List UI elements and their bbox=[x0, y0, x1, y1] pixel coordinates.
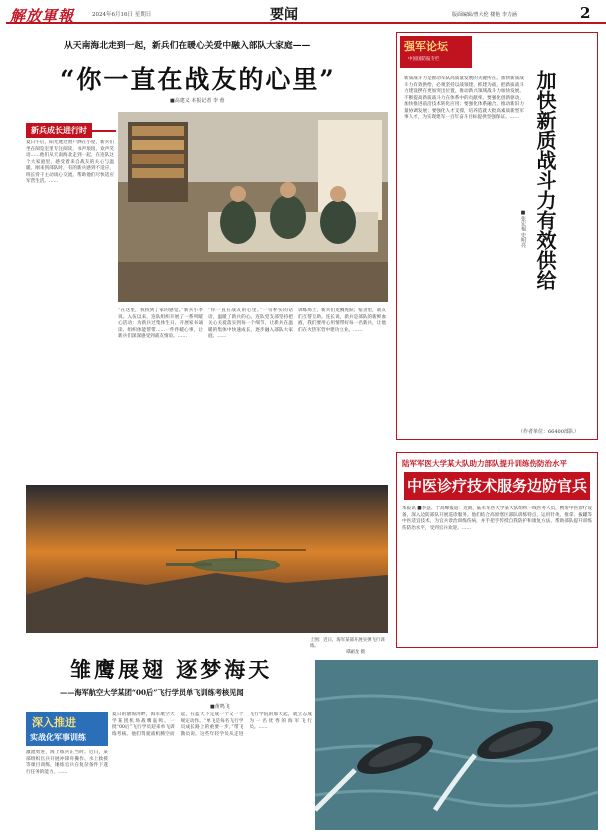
article2-byline: ■黄鸣飞 bbox=[210, 704, 230, 710]
training-badge bbox=[26, 712, 108, 746]
commentary-column-sub: 中国国防报专栏 bbox=[408, 57, 440, 62]
newspaper-logo: 解放軍報 bbox=[10, 7, 75, 25]
article2-subhead: ——海军航空大学某团“00后”飞行学员单飞训练考核见闻 bbox=[60, 688, 244, 697]
library-scene-image bbox=[118, 112, 388, 302]
article1-col4: 训练场上，新兵们龙腾虎跃；宿舍里，战友们互帮互助。连长说，新兵是部队的新鲜血液，我们要用心用情带好每一名新兵，让他们在火热军营中建功立业。…… bbox=[298, 308, 386, 333]
article1-col1: 夏日午后，阳光透过窗户洒在小屋，新兵们坐在阅览室里专注阅读，书声琅琅，欢声笑语……他们从天南海北走到一起，在连队这个大家庭里，感受着来自战友的关心与温暖。刚来到部队时，有的新兵感到不适应，班长骨干主动谈心交流，帮助他们尽快适应军营生活。…… bbox=[26, 140, 114, 184]
commentary-source: （作者单位：66400部队） bbox=[518, 429, 579, 435]
main-photo bbox=[118, 112, 388, 302]
helicopter-scene-image bbox=[26, 485, 388, 633]
commentary-body: 新质战斗力是推动军队高质量发展的关键所在。加快新质战斗力有效供给，必须坚持以战领建、抓建为战，把新质战斗力建设摆在更加突出位置，推动新兴领域战斗力加快发展，不断提高新质战斗力在体系中的贡献率。要强化创新驱动，加快推进前沿技术转化应用；要强化体系融合，推动新旧力量协调发展；要强化人才支撑，培养造就大批高素质新型军事人才，为实现建军一百年奋斗目标提供坚强保证。…… bbox=[404, 76, 524, 120]
article2-headline: 雏鹰展翅 逐梦海天 bbox=[70, 657, 273, 682]
news-headline: 中医诊疗技术服务边防官兵 bbox=[406, 477, 587, 495]
article2-body: 夏日的渤海湾畔，海军航空大学某团机场战鹰轰鸣。一批“00后”飞行学员迎来单飞训练考核。他们驾驶战机腾空而起，在蓝天下完成一个又一个规定动作。“单飞是每名飞行学员成长路上的重要一步。”带飞教员说。这些年轻学员从走进飞行学院的那天起，就立志成为一名优秀的海军飞行员。…… bbox=[112, 712, 312, 737]
page-number: 2 bbox=[580, 4, 591, 22]
training-label-1: 深入推进 bbox=[32, 716, 76, 729]
commentary-column-label: 强军论坛 bbox=[404, 40, 448, 53]
article1-col3: “你一直在战友的心里。”一句朴实的话语，温暖了新兵的心。连队党支部坚持把关心关爱落实到每一个细节，让新兵在温暖的集体中快速成长，逐步融入部队大家庭。…… bbox=[208, 308, 293, 339]
issue-date: 2024年6月16日 星期日 bbox=[92, 12, 152, 18]
news-headline-band bbox=[404, 472, 590, 500]
column-label: 新兵成长进行时 bbox=[26, 123, 92, 138]
training-body: 激流勇进，海上练兵正当时。近日，某部组织官兵开展冲锋舟操作、水上救援等课目训练，锤炼官兵在复杂条件下遂行任务的能力。…… bbox=[26, 750, 108, 775]
news-kicker: 陆军军医大学某大队助力部队提升训练伤防治水平 bbox=[402, 459, 567, 468]
helicopter-photo bbox=[26, 485, 388, 633]
commentary-column-badge bbox=[400, 36, 472, 68]
photo-caption: 上图：近日，海军某部开展实弹飞行训练。 bbox=[310, 638, 385, 649]
page-editors: 版面编辑/曾大伦 楼艳 李力涵 bbox=[452, 12, 517, 18]
article1-headline: “你一直在战友的心里” bbox=[60, 65, 336, 94]
training-label-2: 实战化军事训练 bbox=[30, 732, 86, 742]
photo-credit: 谭嗣龙 摄 bbox=[346, 650, 365, 655]
boats-scene-image bbox=[315, 660, 598, 830]
article1-byline: ■高建义 本报记者 李 蓉 bbox=[170, 98, 225, 104]
boats-photo bbox=[315, 660, 598, 830]
article1-kicker: 从天南海北走到一起，新兵们在暖心关爱中融入部队大家庭—— bbox=[64, 41, 311, 51]
section-title: 要闻 bbox=[270, 7, 298, 23]
commentary-title: 加快新质战斗力有效供给 bbox=[533, 70, 557, 290]
commentary-byline: ■张宏福 史明亮 bbox=[520, 210, 526, 248]
column-label-box bbox=[26, 118, 116, 135]
article1-col2: “在这里，我找到了家的感觉。”新兵小李说。入伍以来，连队组织开展了一系列暖心活动：为新兵过集体生日、开展家书诵读、组织体能帮带……一件件暖心事，让新兵们深深感受到战友情谊。…… bbox=[118, 308, 203, 339]
news-body: 本报讯 ■李慧、于高峰报道：近期，陆军军医大学某大队组织一线医务人员，携带中医诊疗设备，深入边防部队开展巡诊服务。他们结合高原寒区部队训练特点，运用针灸、推拿、拔罐等中医适宜技术，为官兵诊治训练伤病，并手把手传授自我防护和康复方法，帮助部队提升训练伤防治水平，受到官兵欢迎。…… bbox=[402, 506, 592, 531]
